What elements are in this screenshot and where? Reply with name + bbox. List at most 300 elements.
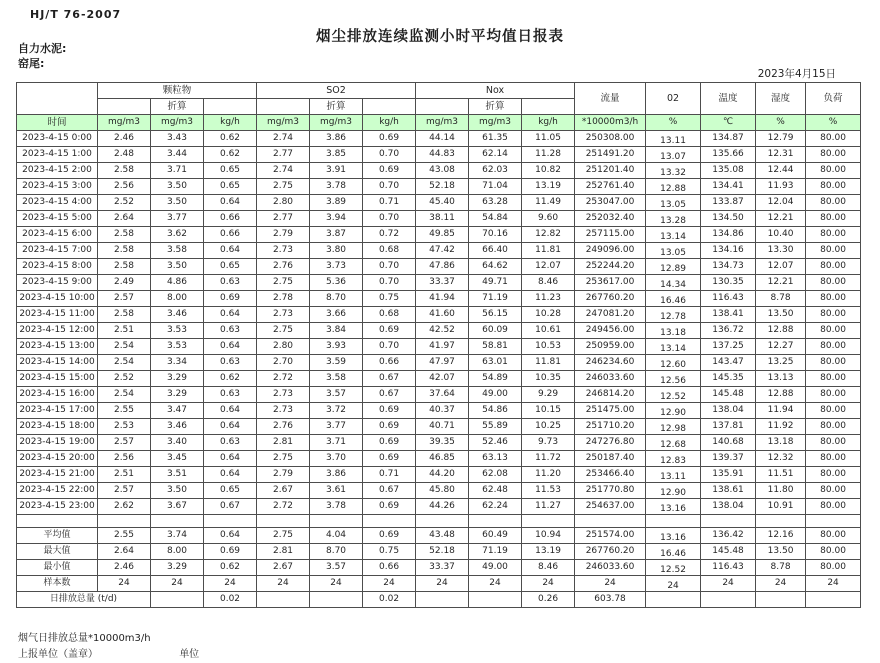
so2-unit-raw: mg/m3 bbox=[257, 115, 310, 131]
o2-value: 12.78 bbox=[660, 312, 686, 322]
report-date: 2023年4月15日 bbox=[757, 68, 836, 80]
table-cell: 3.62 bbox=[151, 227, 204, 243]
table-cell bbox=[701, 515, 756, 528]
table-cell: 41.94 bbox=[416, 291, 469, 307]
table-cell bbox=[257, 515, 310, 528]
table-cell: 0.66 bbox=[204, 227, 257, 243]
table-cell: 0.71 bbox=[363, 195, 416, 211]
time-header: 时间 bbox=[17, 115, 98, 131]
table-cell: 12.21 bbox=[756, 275, 806, 291]
table-cell: 71.04 bbox=[469, 179, 522, 195]
table-cell: 2.56 bbox=[98, 451, 151, 467]
table-cell: 249456.00 bbox=[575, 323, 646, 339]
o2-value: 12.52 bbox=[660, 392, 686, 402]
table-cell: 2.48 bbox=[98, 147, 151, 163]
table-cell: 0.64 bbox=[204, 339, 257, 355]
table-cell: 0.63 bbox=[204, 355, 257, 371]
table-cell: 116.43 bbox=[701, 291, 756, 307]
table-cell: 0.70 bbox=[363, 179, 416, 195]
table-cell: 11.49 bbox=[522, 195, 575, 211]
o2-value: 12.90 bbox=[660, 488, 686, 498]
table-cell: 49.00 bbox=[469, 387, 522, 403]
table-cell: 3.46 bbox=[151, 307, 204, 323]
table-cell: 251574.00 bbox=[575, 528, 646, 544]
table-cell: 2.77 bbox=[257, 147, 310, 163]
pm-unit-rate: kg/h bbox=[204, 115, 257, 131]
table-cell: 3.40 bbox=[151, 435, 204, 451]
table-cell: 2.75 bbox=[257, 451, 310, 467]
table-cell bbox=[98, 515, 151, 528]
table-cell: 2.80 bbox=[257, 195, 310, 211]
table-cell: 0.65 bbox=[204, 179, 257, 195]
table-cell: 2.80 bbox=[257, 339, 310, 355]
table-cell: 24 bbox=[469, 576, 522, 592]
table-cell: 12.79 bbox=[756, 131, 806, 147]
table-cell: 3.50 bbox=[151, 259, 204, 275]
table-cell bbox=[646, 419, 701, 435]
table-cell: 45.40 bbox=[416, 195, 469, 211]
table-cell: 54.86 bbox=[469, 403, 522, 419]
table-cell: 2.73 bbox=[257, 243, 310, 259]
o2-unit: % bbox=[646, 115, 701, 131]
flow-unit: *10000m3/h bbox=[575, 115, 646, 131]
header-row-units bbox=[17, 115, 861, 131]
table-cell: 0.65 bbox=[204, 163, 257, 179]
table-cell: 251710.20 bbox=[575, 419, 646, 435]
table-cell: 41.97 bbox=[416, 339, 469, 355]
table-cell: 12.07 bbox=[522, 259, 575, 275]
table-cell: 11.93 bbox=[756, 179, 806, 195]
table-cell: 62.03 bbox=[469, 163, 522, 179]
table-cell: 80.00 bbox=[806, 323, 861, 339]
table-cell: 0.63 bbox=[204, 387, 257, 403]
table-cell: 145.48 bbox=[701, 387, 756, 403]
table-cell: 80.00 bbox=[806, 560, 861, 576]
table-cell: 0.67 bbox=[363, 371, 416, 387]
table-cell: 60.09 bbox=[469, 323, 522, 339]
table-cell bbox=[257, 592, 310, 608]
table-cell: 0.64 bbox=[204, 451, 257, 467]
table-cell: 24 bbox=[756, 576, 806, 592]
row-time: 2023-4-15 16:00 bbox=[17, 387, 98, 403]
table-header bbox=[17, 83, 861, 131]
table-cell bbox=[646, 483, 701, 499]
table-cell: 12.44 bbox=[756, 163, 806, 179]
table-cell: 47.86 bbox=[416, 259, 469, 275]
daily-total-row bbox=[17, 592, 861, 608]
table-cell bbox=[646, 467, 701, 483]
o2-value: 12.60 bbox=[660, 360, 686, 370]
table-cell: 80.00 bbox=[806, 528, 861, 544]
table-cell: 3.29 bbox=[151, 387, 204, 403]
table-cell bbox=[646, 515, 701, 528]
table-cell bbox=[646, 435, 701, 451]
table-cell: 2.55 bbox=[98, 528, 151, 544]
table-cell: 80.00 bbox=[806, 195, 861, 211]
table-row bbox=[17, 147, 861, 163]
table-cell: 0.70 bbox=[363, 147, 416, 163]
table-cell bbox=[756, 515, 806, 528]
table-cell: 253617.00 bbox=[575, 275, 646, 291]
row-time: 2023-4-15 9:00 bbox=[17, 275, 98, 291]
col-flow: 流量 bbox=[575, 83, 646, 115]
table-row bbox=[17, 435, 861, 451]
unit-label: 单位 bbox=[179, 649, 200, 660]
table-cell: 2.81 bbox=[257, 544, 310, 560]
table-cell: 66.40 bbox=[469, 243, 522, 259]
table-cell: 24 bbox=[204, 576, 257, 592]
o2-value: 13.16 bbox=[660, 504, 686, 514]
row-time: 2023-4-15 20:00 bbox=[17, 451, 98, 467]
table-cell: 11.81 bbox=[522, 355, 575, 371]
table-cell: 37.64 bbox=[416, 387, 469, 403]
table-cell: 62.08 bbox=[469, 467, 522, 483]
table-cell: 12.88 bbox=[756, 323, 806, 339]
table-cell: 2.76 bbox=[257, 419, 310, 435]
pm-unit-raw: mg/m3 bbox=[98, 115, 151, 131]
table-cell bbox=[416, 515, 469, 528]
table-cell bbox=[646, 576, 701, 592]
row-time: 2023-4-15 12:00 bbox=[17, 323, 98, 339]
table-cell: 2.52 bbox=[98, 371, 151, 387]
so2-rate-sub bbox=[363, 99, 416, 115]
table-cell: 2.51 bbox=[98, 467, 151, 483]
row-time: 2023-4-15 4:00 bbox=[17, 195, 98, 211]
table-cell: 0.64 bbox=[204, 528, 257, 544]
table-cell: 3.50 bbox=[151, 179, 204, 195]
table-cell: 0.70 bbox=[363, 339, 416, 355]
table-cell: 2.58 bbox=[98, 307, 151, 323]
table-cell bbox=[646, 259, 701, 275]
table-cell: 2.46 bbox=[98, 131, 151, 147]
o2-value: 16.46 bbox=[660, 549, 686, 559]
table-cell: 64.62 bbox=[469, 259, 522, 275]
table-cell bbox=[646, 560, 701, 576]
table-cell: 134.86 bbox=[701, 227, 756, 243]
table-cell bbox=[646, 451, 701, 467]
table-cell: 8.78 bbox=[756, 291, 806, 307]
table-cell bbox=[469, 592, 522, 608]
row-time: 2023-4-15 3:00 bbox=[17, 179, 98, 195]
table-cell: 0.69 bbox=[363, 323, 416, 339]
table-cell bbox=[806, 592, 861, 608]
table-cell: 2.76 bbox=[257, 259, 310, 275]
table-cell: 45.80 bbox=[416, 483, 469, 499]
table-cell bbox=[646, 243, 701, 259]
load-unit: % bbox=[806, 115, 861, 131]
company-name: 自力水泥: bbox=[18, 42, 67, 55]
table-cell bbox=[204, 515, 257, 528]
table-cell bbox=[522, 515, 575, 528]
table-cell: 2.51 bbox=[98, 323, 151, 339]
row-time: 2023-4-15 10:00 bbox=[17, 291, 98, 307]
table-cell: 11.20 bbox=[522, 467, 575, 483]
table-cell: 71.19 bbox=[469, 291, 522, 307]
table-cell: 3.85 bbox=[310, 147, 363, 163]
group-pm: 颗粒物 bbox=[98, 83, 257, 99]
table-row bbox=[17, 211, 861, 227]
table-cell: 0.63 bbox=[204, 323, 257, 339]
group-nox: Nox bbox=[416, 83, 575, 99]
table-cell: 3.71 bbox=[310, 435, 363, 451]
table-cell: 140.68 bbox=[701, 435, 756, 451]
table-cell: 10.91 bbox=[756, 499, 806, 515]
table-row bbox=[17, 195, 861, 211]
station-name: 窑尾: bbox=[18, 57, 45, 70]
table-cell: 0.69 bbox=[204, 291, 257, 307]
table-cell: 52.18 bbox=[416, 544, 469, 560]
row-time: 2023-4-15 2:00 bbox=[17, 163, 98, 179]
nox-raw-sub bbox=[416, 99, 469, 115]
table-cell: 2.78 bbox=[257, 291, 310, 307]
summary-label: 样本数 bbox=[17, 576, 98, 592]
table-cell: 43.48 bbox=[416, 528, 469, 544]
so2-unit-converted: mg/m3 bbox=[310, 115, 363, 131]
o2-value: 12.88 bbox=[660, 184, 686, 194]
row-time: 2023-4-15 15:00 bbox=[17, 371, 98, 387]
table-cell: 8.78 bbox=[756, 560, 806, 576]
table-cell: 137.81 bbox=[701, 419, 756, 435]
table-cell: 11.53 bbox=[522, 483, 575, 499]
table-cell: 13.19 bbox=[522, 544, 575, 560]
table-cell: 0.62 bbox=[204, 131, 257, 147]
table-cell: 3.84 bbox=[310, 323, 363, 339]
table-cell: 24 bbox=[806, 576, 861, 592]
temperature-unit: ℃ bbox=[701, 115, 756, 131]
table-cell: 2.73 bbox=[257, 387, 310, 403]
table-cell: 11.23 bbox=[522, 291, 575, 307]
row-time: 2023-4-15 1:00 bbox=[17, 147, 98, 163]
table-cell: 0.02 bbox=[363, 592, 416, 608]
table-cell: 80.00 bbox=[806, 403, 861, 419]
table-cell: 12.82 bbox=[522, 227, 575, 243]
table-row bbox=[17, 131, 861, 147]
row-time: 2023-4-15 17:00 bbox=[17, 403, 98, 419]
o2-value: 13.16 bbox=[660, 533, 686, 543]
table-cell: 9.60 bbox=[522, 211, 575, 227]
table-cell: 63.01 bbox=[469, 355, 522, 371]
table-cell: 2.54 bbox=[98, 355, 151, 371]
table-cell: 254637.00 bbox=[575, 499, 646, 515]
table-cell: 3.53 bbox=[151, 339, 204, 355]
table-cell: 3.29 bbox=[151, 560, 204, 576]
table-cell: 2.75 bbox=[257, 179, 310, 195]
table-cell: 0.68 bbox=[363, 243, 416, 259]
table-cell: 257115.00 bbox=[575, 227, 646, 243]
table-cell: 2.75 bbox=[257, 528, 310, 544]
table-cell bbox=[806, 515, 861, 528]
table-cell: 0.66 bbox=[363, 560, 416, 576]
corner-cell bbox=[17, 83, 98, 115]
row-time: 2023-4-15 0:00 bbox=[17, 131, 98, 147]
table-cell: 2.55 bbox=[98, 403, 151, 419]
table-cell: 12.07 bbox=[756, 259, 806, 275]
table-cell: 24 bbox=[98, 576, 151, 592]
table-cell: 11.81 bbox=[522, 243, 575, 259]
table-cell bbox=[151, 515, 204, 528]
table-cell: 3.91 bbox=[310, 163, 363, 179]
row-time: 2023-4-15 13:00 bbox=[17, 339, 98, 355]
table-cell: 145.35 bbox=[701, 371, 756, 387]
daily-total-label: 日排放总量 (t/d) bbox=[17, 592, 151, 608]
nox-unit-rate: kg/h bbox=[522, 115, 575, 131]
table-cell: 138.04 bbox=[701, 499, 756, 515]
table-cell: 2.79 bbox=[257, 227, 310, 243]
table-cell: 252244.20 bbox=[575, 259, 646, 275]
nox-unit-converted: mg/m3 bbox=[469, 115, 522, 131]
table-cell bbox=[646, 227, 701, 243]
o2-value: 13.14 bbox=[660, 344, 686, 354]
table-cell: 2.72 bbox=[257, 371, 310, 387]
table-row bbox=[17, 275, 861, 291]
table-cell: 13.19 bbox=[522, 179, 575, 195]
table-cell: 80.00 bbox=[806, 179, 861, 195]
table-cell: 47.42 bbox=[416, 243, 469, 259]
table-cell: 2.75 bbox=[257, 275, 310, 291]
table-cell: 0.64 bbox=[204, 467, 257, 483]
table-cell: 80.00 bbox=[806, 291, 861, 307]
table-cell: 3.59 bbox=[310, 355, 363, 371]
table-cell: 3.86 bbox=[310, 131, 363, 147]
o2-value: 13.07 bbox=[660, 152, 686, 162]
table-cell: 3.46 bbox=[151, 419, 204, 435]
table-cell bbox=[646, 131, 701, 147]
table-cell: 8.00 bbox=[151, 544, 204, 560]
table-cell: 38.11 bbox=[416, 211, 469, 227]
table-cell: 134.16 bbox=[701, 243, 756, 259]
table-cell: 0.68 bbox=[363, 307, 416, 323]
table-cell: 10.94 bbox=[522, 528, 575, 544]
table-cell bbox=[646, 323, 701, 339]
table-cell: 0.69 bbox=[363, 131, 416, 147]
nox-converted-label: 折算 bbox=[469, 99, 522, 115]
table-cell: 2.58 bbox=[98, 163, 151, 179]
table-row bbox=[17, 387, 861, 403]
o2-value: 12.56 bbox=[660, 376, 686, 386]
group-so2: SO2 bbox=[257, 83, 416, 99]
table-cell: 80.00 bbox=[806, 147, 861, 163]
table-cell: 2.46 bbox=[98, 560, 151, 576]
o2-value: 13.11 bbox=[660, 472, 686, 482]
table-cell: 2.67 bbox=[257, 560, 310, 576]
table-cell: 249096.00 bbox=[575, 243, 646, 259]
table-cell: 24 bbox=[522, 576, 575, 592]
table-cell: 0.63 bbox=[204, 435, 257, 451]
table-cell: 247276.80 bbox=[575, 435, 646, 451]
table-cell: 246033.60 bbox=[575, 371, 646, 387]
table-cell bbox=[646, 179, 701, 195]
table-cell: 49.71 bbox=[469, 275, 522, 291]
table-cell: 24 bbox=[575, 576, 646, 592]
table-cell: 0.67 bbox=[363, 483, 416, 499]
table-cell: 2.49 bbox=[98, 275, 151, 291]
table-cell: 251475.00 bbox=[575, 403, 646, 419]
table-cell: 134.50 bbox=[701, 211, 756, 227]
table-cell: 3.72 bbox=[310, 403, 363, 419]
table-cell: 0.67 bbox=[363, 387, 416, 403]
table-cell: 0.65 bbox=[204, 259, 257, 275]
table-cell bbox=[646, 211, 701, 227]
table-cell: 54.89 bbox=[469, 371, 522, 387]
table-cell: 46.85 bbox=[416, 451, 469, 467]
table-cell: 2.70 bbox=[257, 355, 310, 371]
table-cell: 2.73 bbox=[257, 403, 310, 419]
table-cell: 3.73 bbox=[310, 259, 363, 275]
table-cell: 134.87 bbox=[701, 131, 756, 147]
table-cell: 3.58 bbox=[151, 243, 204, 259]
report-unit-line bbox=[18, 645, 199, 660]
summary-row bbox=[17, 528, 861, 544]
table-cell: 3.61 bbox=[310, 483, 363, 499]
table-cell: 12.04 bbox=[756, 195, 806, 211]
table-cell: 3.78 bbox=[310, 499, 363, 515]
table-cell: 58.81 bbox=[469, 339, 522, 355]
row-time: 2023-4-15 23:00 bbox=[17, 499, 98, 515]
table-cell bbox=[310, 515, 363, 528]
table-cell: 2.57 bbox=[98, 435, 151, 451]
table-cell: 80.00 bbox=[806, 307, 861, 323]
table-cell: 116.43 bbox=[701, 560, 756, 576]
table-cell: 3.78 bbox=[310, 179, 363, 195]
table-row bbox=[17, 451, 861, 467]
table-cell: 0.64 bbox=[204, 307, 257, 323]
table-cell: 13.18 bbox=[756, 435, 806, 451]
table-cell: 139.37 bbox=[701, 451, 756, 467]
table-cell: 0.26 bbox=[522, 592, 575, 608]
table-cell: 2.79 bbox=[257, 467, 310, 483]
table-cell: 3.47 bbox=[151, 403, 204, 419]
table-cell: 0.69 bbox=[204, 544, 257, 560]
flue-gas-total-note: 烟气日排放总量*10000m3/h bbox=[18, 633, 151, 644]
table-cell: 3.50 bbox=[151, 195, 204, 211]
table-cell bbox=[646, 307, 701, 323]
pm-rate-sub bbox=[204, 99, 257, 115]
table-cell: 39.35 bbox=[416, 435, 469, 451]
o2-value: 13.11 bbox=[660, 136, 686, 146]
table-row bbox=[17, 499, 861, 515]
spacer-row bbox=[17, 515, 861, 528]
table-cell: 24 bbox=[151, 576, 204, 592]
table-cell bbox=[646, 371, 701, 387]
monitoring-table bbox=[16, 82, 861, 608]
table-cell: 11.27 bbox=[522, 499, 575, 515]
table-cell: 42.52 bbox=[416, 323, 469, 339]
table-cell bbox=[575, 515, 646, 528]
table-cell: 80.00 bbox=[806, 355, 861, 371]
table-cell: 80.00 bbox=[806, 259, 861, 275]
table-cell: 138.41 bbox=[701, 307, 756, 323]
table-cell: 3.43 bbox=[151, 131, 204, 147]
table-cell bbox=[17, 515, 98, 528]
table-cell: 11.72 bbox=[522, 451, 575, 467]
table-cell: 0.62 bbox=[204, 560, 257, 576]
table-cell: 3.45 bbox=[151, 451, 204, 467]
table-row bbox=[17, 179, 861, 195]
table-cell: 246814.20 bbox=[575, 387, 646, 403]
header-row-groups bbox=[17, 83, 861, 99]
col-load: 负荷 bbox=[806, 83, 861, 115]
table-cell: 3.74 bbox=[151, 528, 204, 544]
table-cell: 11.05 bbox=[522, 131, 575, 147]
table-cell: 10.61 bbox=[522, 323, 575, 339]
table-cell: 41.60 bbox=[416, 307, 469, 323]
table-cell: 55.89 bbox=[469, 419, 522, 435]
table-cell: 80.00 bbox=[806, 243, 861, 259]
table-cell: 3.93 bbox=[310, 339, 363, 355]
table-cell: 4.04 bbox=[310, 528, 363, 544]
so2-unit-rate: kg/h bbox=[363, 115, 416, 131]
table-cell: 13.25 bbox=[756, 355, 806, 371]
